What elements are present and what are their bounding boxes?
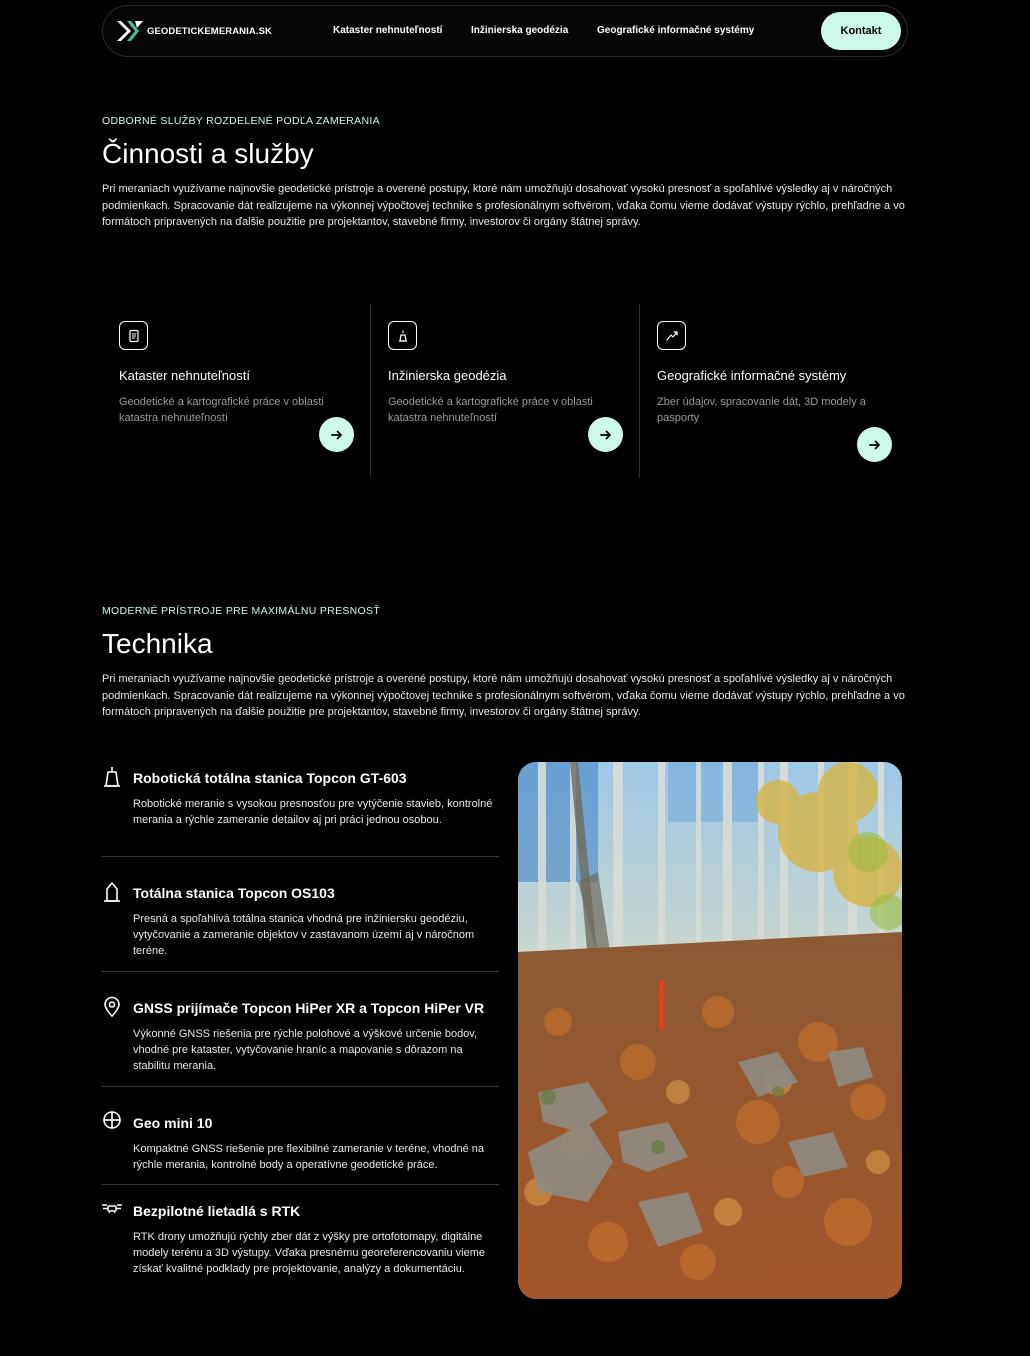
total-station-icon [102,881,122,903]
service-card-title: Inžinierska geodézia [388,368,507,383]
survey-marker-icon [388,321,417,350]
service-card-desc: Zber údajov, spracovanie dát, 3D modely a pasporty [657,396,866,424]
tech-item-title: Bezpilotné lietadlá s RTK [133,1203,301,1219]
tech-separator [102,1184,499,1185]
logo-text: GEODETICKEMERANIA.SK [147,25,272,37]
tech-item-desc: RTK drony umožňujú rýchly zber dát z výšky pre ortofotomapy, digitálne modely terénu a 3D výstupy. Vďaka presnému georeferencovaniu vieme získať kvalitné podklady pre projektovanie, analýzy a dokumentáciu. [133,1231,486,1275]
map-route-icon [657,321,686,350]
tech-item-title: Totálna stanica Topcon OS103 [133,885,335,901]
tech-item-geo-mini [102,1111,499,1177]
technika-eyebrow: MODERNÉ PRÍSTROJE PRE MAXIMÁLNU PRESNOSŤ [102,605,381,617]
tech-item-desc: Kompaktné GNSS riešenie pre flexibilné zameranie v teréne, vhodné na rýchle merania, kontrolné body a operatívne geodetické práce. [133,1143,484,1171]
services-eyebrow: ODBORNÉ SLUŽBY ROZDELENÉ PODĽA ZAMERANIA [102,115,380,127]
robotic-station-icon [102,766,122,788]
top-nav [102,5,908,57]
service-card-arrow-button[interactable] [319,417,354,452]
service-card-kataster[interactable] [102,304,370,478]
logo[interactable] [115,19,272,43]
service-card-title: Geografické informačné systémy [657,368,847,383]
service-card-arrow-button[interactable] [857,427,892,462]
tech-separator [102,971,499,972]
tech-item-desc: Robotické meranie s vysokou presnosťou pre vytýčenie stavieb, kontrolné merania a rýchle zameranie detailov aj pri práci jednou osobou. [133,798,493,826]
arrow-right-icon [599,428,613,442]
service-card-inzinierska-geodezia[interactable] [371,304,639,478]
tech-item-title: Geo mini 10 [133,1115,213,1131]
service-card-gis[interactable] [640,304,908,478]
drone-icon [102,1199,122,1221]
forest-survey-photo [518,762,902,1299]
service-card-arrow-button[interactable] [588,417,623,452]
nav-link-kataster[interactable]: Kataster nehnuteľností [333,25,443,36]
contact-button[interactable]: Kontakt [821,12,901,50]
nav-link-inzinierska-geodezia[interactable]: Inžinierska geodézia [471,25,569,36]
location-pin-icon [102,996,122,1018]
tech-item-title: GNSS prijímače Topcon HiPer XR a Topcon HiPer VR [133,1000,485,1016]
crosshair-icon [102,1111,122,1133]
technika-title: Technika [102,628,213,659]
tech-item-os103 [102,881,499,963]
service-card-title: Kataster nehnuteľností [119,368,250,383]
nav-link-gis[interactable]: Geografické informačné systémy [597,25,755,36]
service-card-desc: Geodetické a kartografické práce v oblasti katastra nehnuteľností [388,396,593,424]
arrow-right-icon [868,438,882,452]
document-icon [119,321,148,350]
tech-separator [102,856,499,857]
tech-item-gnss-hiper [102,996,499,1078]
technika-lead: Pri meraniach využívame najnovšie geodetické prístroje a overené postupy, ktoré nám umožňujú dosahovať vysokú presnosť a spoľahlivé výsledky aj v náročných podmienkach. Spracovanie dát realizujeme na výkonnej výpočtovej technike s profesionálnym softvérom, vďaka čomu vieme dodávať výstupy rýchlo, prehľadne a vo formátoch pripravených na ďalšie použitie pre projektantov, stavebné firmy, investorov či orgány štátnej správy. [102,673,905,718]
logo-mark-icon [115,19,145,43]
services-title: Činnosti a služby [102,138,314,169]
tech-item-desc: Presná a spoľahlivá totálna stanica vhodná pre inžiniersku geodéziu, vytyčovanie a zameranie objektov v zastavanom území aj v náročnom teréne. [133,913,475,957]
tech-item-gt603 [102,766,499,848]
tech-item-title: Robotická totálna stanica Topcon GT-603 [133,770,407,786]
services-lead: Pri meraniach využívame najnovšie geodetické prístroje a overené postupy, ktoré nám umožňujú dosahovať vysokú presnosť a spoľahlivé výsledky aj v náročných podmienkach. Spracovanie dát realizujeme na výkonnej výpočtovej technike s profesionálnym softvérom, vďaka čomu vieme dodávať výstupy rýchlo, prehľadne a vo formátoch pripravených na ďalšie použitie pre projektantov, stavebné firmy, investorov či orgány štátnej správy. [102,183,905,228]
tech-separator [102,1086,499,1087]
arrow-right-icon [330,428,344,442]
service-card-desc: Geodetické a kartografické práce v oblasti katastra nehnuteľností [119,396,324,424]
tech-item-desc: Výkonné GNSS riešenia pre rýchle polohové a výškové určenie bodov, vhodné pre kataster, vytyčovanie hraníc a mapovanie s dôrazom na stabilitu merania. [133,1028,478,1072]
tech-item-drony-rtk [102,1199,499,1299]
